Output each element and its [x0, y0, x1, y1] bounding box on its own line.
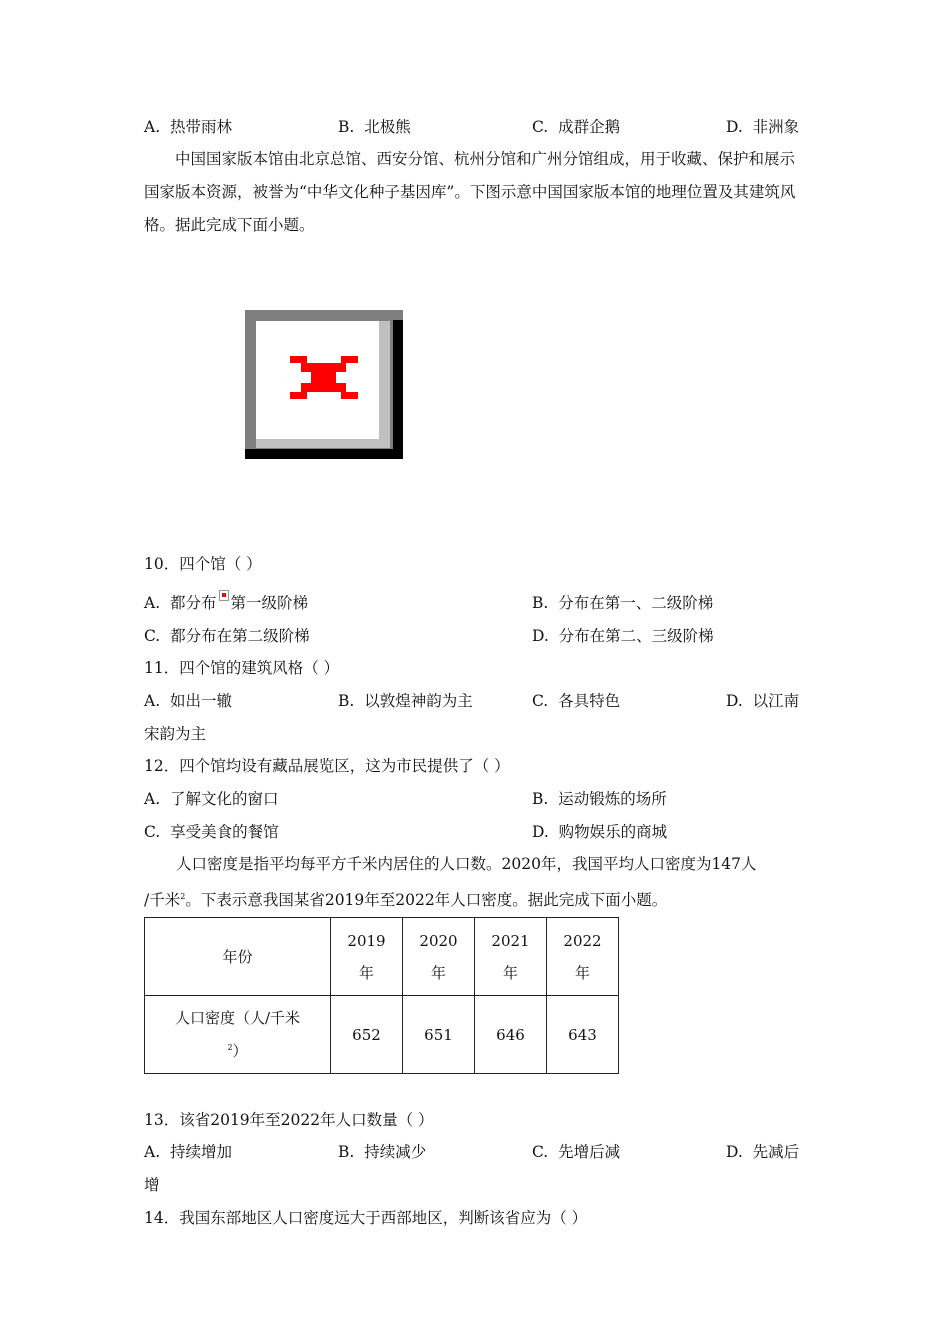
table-value-cell: 652 — [331, 996, 403, 1074]
q10-option-a: A. 都分布 第一级阶梯 — [144, 593, 308, 613]
q11-option-d: D. 以江南 — [726, 692, 800, 710]
q11-option-b: B. 以敦煌神韵为主 — [338, 692, 473, 710]
table-value-cell: 651 — [403, 996, 475, 1074]
q9-option-a: A. 热带雨林 — [144, 118, 232, 136]
q13-option-a: A. 持续增加 — [144, 1143, 232, 1161]
q9-option-c: C. 成群企鹅 — [532, 118, 621, 136]
q13-option-d: D. 先减后 — [726, 1143, 800, 1161]
broken-image-icon — [256, 321, 379, 439]
broken-image-placeholder — [245, 310, 403, 459]
q11-stem: 11．四个馆的建筑风格（ ） — [144, 659, 340, 677]
table-year-cell: 2020 年 — [403, 918, 475, 996]
table-value-cell: 643 — [547, 996, 619, 1074]
q13-stem: 13．该省2019年至2022年人口数量（ ） — [144, 1111, 434, 1129]
q13-option-c: C. 先增后减 — [532, 1143, 621, 1161]
table-year-cell: 2019 年 — [331, 918, 403, 996]
q11-option-c: C. 各具特色 — [532, 692, 621, 710]
inline-broken-image-icon — [219, 590, 229, 601]
q10-stem: 10．四个馆（ ） — [144, 555, 262, 573]
q11-option-d-wrap: 宋韵为主 — [144, 725, 207, 743]
q12-option-a: A. 了解文化的窗口 — [144, 790, 279, 808]
q12-stem: 12．四个馆均设有藏品展览区，这为市民提供了（ ） — [144, 757, 510, 775]
q13-option-d-wrap: 增 — [144, 1176, 160, 1194]
table-row — [145, 996, 619, 1074]
q12-option-d: D. 购物娱乐的商城 — [532, 823, 668, 841]
q12-option-c: C. 享受美食的餐馆 — [144, 823, 279, 841]
q11-option-a: A. 如出一辙 — [144, 692, 232, 710]
table-year-cell: 2022 年 — [547, 918, 619, 996]
q10-option-d: D. 分布在第二、三级阶梯 — [532, 627, 714, 645]
q14-stem: 14．我国东部地区人口密度远大于西部地区，判断该省应为（ ） — [144, 1209, 588, 1227]
q9-option-d: D. 非洲象 — [726, 118, 800, 136]
density-paragraph-line2: /千米$^2$。下表示意我国某省2019年至2022年人口密度。据此完成下面小题。 — [144, 891, 668, 910]
q10-option-b: B. 分布在第一、二级阶梯 — [532, 594, 714, 612]
table-value-cell: 646 — [475, 996, 547, 1074]
density-paragraph-line1: 人口密度是指平均每平方千米内居住的人口数。2020年，我国平均人口密度为147人 — [176, 855, 757, 873]
q12-option-b: B. 运动锻炼的场所 — [532, 790, 667, 808]
q10-option-c: C. 都分布在第二级阶梯 — [144, 627, 310, 645]
q13-option-b: B. 持续减少 — [338, 1143, 427, 1161]
intro-paragraph: 中国国家版本馆由北京总馆、西安分馆、杭州分馆和广州分馆组成，用于收藏、保护和展示国家版本资源，被誉为“中华文化种子基因库”。下图示意中国国家版本馆的地理位置及其建筑风格。据此完成下面小题。 — [144, 150, 796, 234]
population-density-table — [144, 917, 619, 1074]
table-header-row — [145, 918, 619, 996]
table-row-label: 人口密度（人/千米 $^2$） — [145, 996, 331, 1074]
table-header-label: 年份 — [145, 918, 331, 996]
q9-option-b: B. 北极熊 — [338, 118, 411, 136]
table-year-cell: 2021 年 — [475, 918, 547, 996]
